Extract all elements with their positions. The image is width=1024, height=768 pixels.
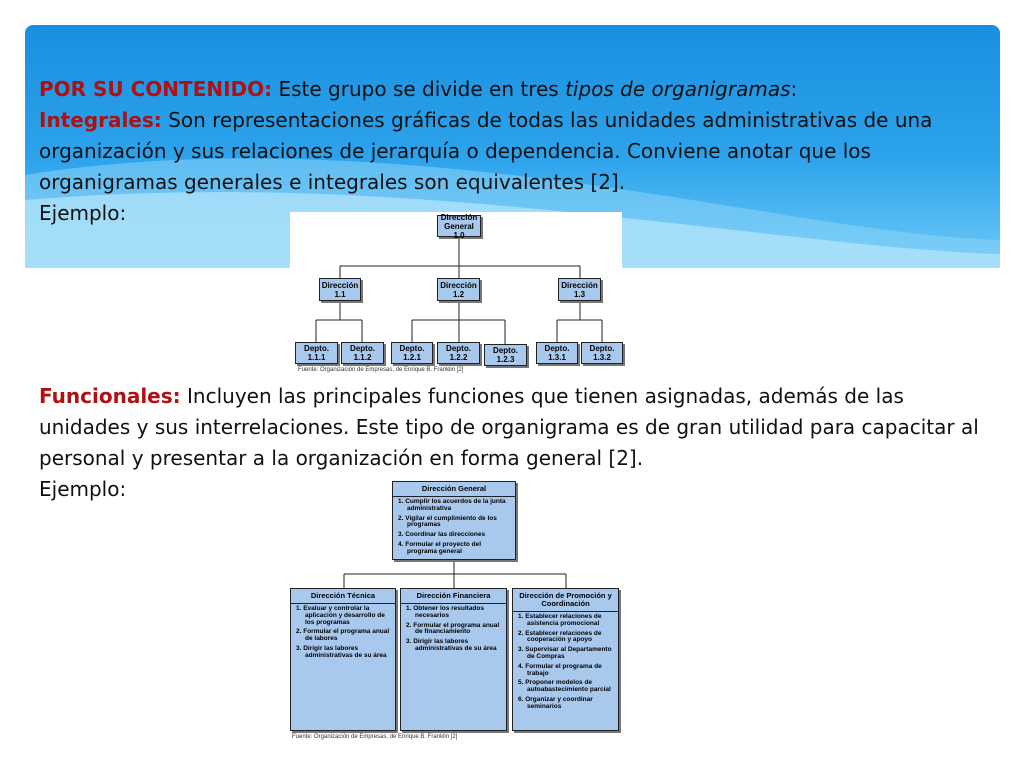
node-line: 1.3 bbox=[573, 289, 586, 299]
box-item: 1. Obtener los resultados necesarios bbox=[406, 605, 485, 619]
funcionales-text: Incluyen las principales funciones que tienen asignadas, además de las unidades y sus interrelaciones. Este tipo de organigrama es de gran utilidad para capacitar al personal y presentar a la organización en forma general [2]. bbox=[39, 384, 979, 470]
box-item: 3. Dirigir las labores administrativas de su área bbox=[296, 644, 387, 659]
box-direccion-general-title: Dirección General bbox=[393, 482, 515, 497]
node-line: 1.1.2 bbox=[353, 353, 372, 362]
node-line: 1.3.2 bbox=[593, 353, 611, 362]
node-line: 1.2.1 bbox=[403, 353, 421, 362]
box-item: 1. Evaluar y controlar la aplicación y desarrollo de los programas bbox=[296, 605, 385, 626]
funcionales-label: Funcionales: bbox=[39, 384, 181, 408]
node-line: Dirección bbox=[561, 280, 598, 290]
node-depto-1-2-2 bbox=[437, 342, 480, 364]
ejemplo-2: Ejemplo: bbox=[39, 477, 127, 501]
contenido-intro-italic: tipos de organigramas bbox=[565, 77, 791, 101]
section1-text bbox=[39, 74, 984, 229]
contenido-line bbox=[39, 74, 984, 105]
node-line: 1.2.3 bbox=[496, 355, 515, 364]
box-item: 4. Formular el proyecto del programa general bbox=[398, 540, 482, 555]
node-line: Dirección bbox=[440, 280, 477, 290]
node-line: Depto. bbox=[304, 344, 329, 353]
node-line: Depto. bbox=[399, 344, 425, 353]
integrales-label: Integrales: bbox=[39, 108, 162, 132]
box-direccion-general bbox=[392, 481, 516, 560]
box-direccion-tecnica-title: Dirección Técnica bbox=[291, 589, 395, 604]
box-item: 4. Formular el programa de trabajo bbox=[518, 662, 602, 677]
node-depto-1-3-2 bbox=[581, 342, 623, 364]
chart2-source: Fuente: Organización de Empresas, de Enrique B. Franklin [2] bbox=[292, 734, 458, 740]
node-direccion-1-2 bbox=[437, 278, 480, 301]
functional-org-chart bbox=[288, 478, 622, 742]
ejemplo-1: Ejemplo: bbox=[39, 201, 127, 225]
node-depto-1-1-2 bbox=[341, 342, 384, 364]
node-depto-1-2-1 bbox=[391, 342, 433, 364]
box-item: 6. Organizar y coordinar seminarios bbox=[518, 695, 593, 710]
node-line: Dirección bbox=[440, 212, 478, 222]
box-direccion-promocion bbox=[512, 588, 619, 731]
node-line: Depto. bbox=[446, 344, 471, 353]
node-line: Depto. bbox=[493, 346, 518, 355]
box-direccion-financiera-title: Dirección Financiera bbox=[401, 589, 506, 604]
contenido-title: POR SU CONTENIDO: bbox=[39, 77, 273, 101]
box-item: 1. Establecer relaciones de asistencia promocional bbox=[518, 613, 602, 627]
box-direccion-promocion-title: Dirección de Promoción y Coordinación bbox=[513, 589, 618, 612]
node-line: 1.2 bbox=[452, 289, 465, 299]
node-direccion-1-1 bbox=[319, 278, 361, 301]
box-direccion-tecnica bbox=[290, 588, 396, 731]
box-item: 3. Supervisar al Departamento de Compras bbox=[518, 646, 612, 660]
node-depto-1-2-3 bbox=[484, 344, 527, 366]
box-item: 2. Vigilar el cumplimiento de los programas bbox=[398, 514, 497, 529]
node-line: 1.1.1 bbox=[307, 353, 326, 362]
node-line: 1.1 bbox=[334, 289, 346, 299]
box-item: 3. Dirigir las labores administrativas de su área bbox=[406, 638, 497, 652]
integrales-paragraph bbox=[39, 105, 984, 198]
chart1-source: Fuente: Organización de Empresas, de Enrique B. Franklin [2] bbox=[298, 367, 464, 373]
box-item: 3. Coordinar las direcciones bbox=[398, 531, 486, 539]
integral-org-chart bbox=[290, 212, 622, 372]
contenido-intro-a: Este grupo se divide en tres bbox=[272, 77, 566, 101]
box-direccion-financiera bbox=[400, 588, 507, 731]
node-line: 1.2.2 bbox=[449, 353, 468, 362]
box-item: 5. Proponer modelos de autoabastecimiento parcial bbox=[518, 679, 611, 694]
node-line: 1.3.1 bbox=[548, 353, 566, 362]
node-depto-1-3-1 bbox=[536, 342, 578, 364]
node-line: Depto. bbox=[589, 344, 615, 353]
box-item: 2. Formular el programa anual de labores bbox=[296, 628, 390, 643]
node-direccion-1-3 bbox=[558, 278, 601, 301]
integrales-text: Son representaciones gráficas de todas las unidades administrativas de una organización y sus relaciones de jerarquía o dependencia. Conviene anotar que los organigramas generales e integrales son equivalentes [2]. bbox=[39, 108, 933, 194]
node-direccion-general bbox=[437, 212, 481, 240]
node-line: General 1.0 bbox=[444, 221, 474, 240]
node-depto-1-1-1 bbox=[295, 342, 338, 364]
box-item: 2. Establecer relaciones de cooperación y apoyo bbox=[518, 629, 602, 644]
contenido-intro-b: : bbox=[790, 77, 798, 101]
funcionales-paragraph bbox=[39, 381, 984, 474]
box-item: 2. Formular el programa anual de financiamiento bbox=[406, 621, 500, 636]
box-item: 1. Cumplir los acuerdos de la junta administrativa bbox=[398, 498, 506, 512]
node-line: Depto. bbox=[350, 344, 375, 353]
node-line: Depto. bbox=[544, 344, 570, 353]
node-line: Dirección bbox=[321, 280, 359, 290]
